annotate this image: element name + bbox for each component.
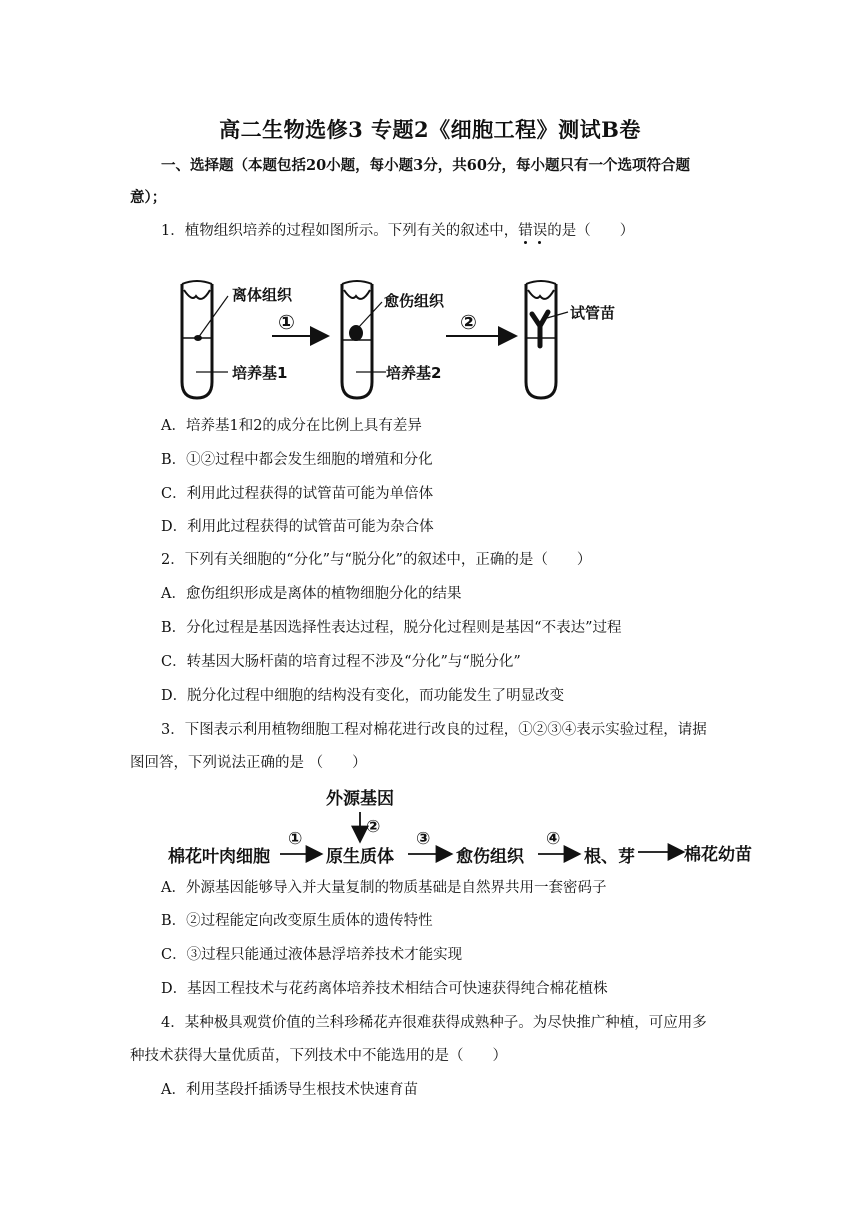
label-callus: 愈伤组织: [384, 292, 445, 310]
q1-option-d[interactable]: D．利用此过程获得的试管苗可能为杂合体: [161, 519, 434, 535]
q1-stem-emphasis-1: 错: [518, 223, 533, 239]
label-seedling: 棉花幼苗: [684, 845, 752, 865]
q1-option-c[interactable]: C．利用此过程获得的试管苗可能为单倍体: [161, 486, 434, 502]
label-protoplast: 原生质体: [326, 847, 394, 867]
q3-figure-flow: [160, 782, 760, 868]
q1-figure-tissue-culture: [160, 272, 640, 412]
q3-option-b[interactable]: B．②过程能定向改变原生质体的遗传特性: [161, 913, 433, 929]
page-title: 高二生物选修3 专题2《细胞工程》测试B卷: [219, 117, 641, 142]
label-step-2: ②: [460, 310, 477, 334]
label-medium-2: 培养基2: [386, 364, 442, 382]
label-callus: 愈伤组织: [456, 847, 524, 867]
q3-stem-line2: 图回答，下列说法正确的是 （ ）: [130, 755, 367, 771]
label-root-bud: 根、芽: [584, 847, 635, 867]
label-step-3: ③: [416, 829, 431, 849]
label-step-1: ①: [278, 310, 295, 334]
q4-stem-line2: 种技术获得大量优质苗，下列技术中不能选用的是（ ）: [130, 1048, 507, 1064]
q3-option-a[interactable]: A．外源基因能够导入并大量复制的物质基础是自然界共用一套密码子: [161, 880, 607, 896]
q1-stem: [161, 221, 634, 241]
test-tube-2: [342, 281, 386, 398]
label-step-2: ②: [366, 817, 381, 837]
test-tube-3: [526, 281, 568, 398]
q2-option-d[interactable]: D．脱分化过程中细胞的结构没有变化，而功能发生了明显改变: [161, 688, 565, 704]
q1-stem-emphasis-2: 误: [532, 223, 548, 239]
section-heading-line1: 一、选择题（本题包括20小题，每小题3分，共60分，每小题只有一个选项符合题: [161, 157, 690, 174]
q2-option-b[interactable]: B．分化过程是基因选择性表达过程，脱分化过程则是基因“不表达”过程: [161, 620, 622, 636]
q2-option-c[interactable]: C．转基因大肠杆菌的培育过程不涉及“分化”与“脱分化”: [161, 654, 521, 670]
label-step-4: ④: [546, 829, 561, 849]
label-plantlet: 试管苗: [570, 304, 616, 322]
label-foreign-gene: 外源基因: [326, 789, 394, 809]
plantlet-icon: [532, 312, 548, 346]
q3-option-d[interactable]: D．基因工程技术与花药离体培养技术相结合可快速获得纯合棉花植株: [161, 981, 608, 997]
section-heading-line2: 意）；: [130, 189, 167, 206]
q4-option-a[interactable]: A．利用茎段扦插诱导生根技术快速育苗: [161, 1082, 418, 1098]
label-step-1: ①: [288, 829, 303, 849]
q4-stem-line1: 4．某种极具观赏价值的兰科珍稀花卉很难获得成熟种子。为尽快推广种植，可应用多: [161, 1015, 707, 1031]
q2-option-a[interactable]: A．愈伤组织形成是离体的植物细胞分化的结果: [161, 586, 462, 602]
q1-stem-suffix: 的是（ ）: [547, 223, 635, 239]
test-tube-1: [182, 281, 228, 398]
q1-option-a[interactable]: A．培养基1和2的成分在比例上具有差异: [161, 418, 422, 434]
callus-icon: [349, 325, 363, 341]
q1-option-b[interactable]: B．①②过程中都会发生细胞的增殖和分化: [161, 452, 433, 468]
q3-stem-line1: 3．下图表示利用植物细胞工程对棉花进行改良的过程，①②③④表示实验过程，请据: [161, 722, 707, 738]
q1-stem-prefix: 1．植物组织培养的过程如图所示。下列有关的叙述中，: [161, 223, 519, 239]
label-medium-1: 培养基1: [232, 364, 288, 382]
q3-option-c[interactable]: C．③过程只能通过液体悬浮培养技术才能实现: [161, 947, 463, 963]
q2-stem: 2．下列有关细胞的“分化”与“脱分化”的叙述中，正确的是（ ）: [161, 552, 592, 568]
label-explant: 离体组织: [232, 286, 293, 304]
label-mesophyll: 棉花叶肉细胞: [168, 847, 270, 867]
